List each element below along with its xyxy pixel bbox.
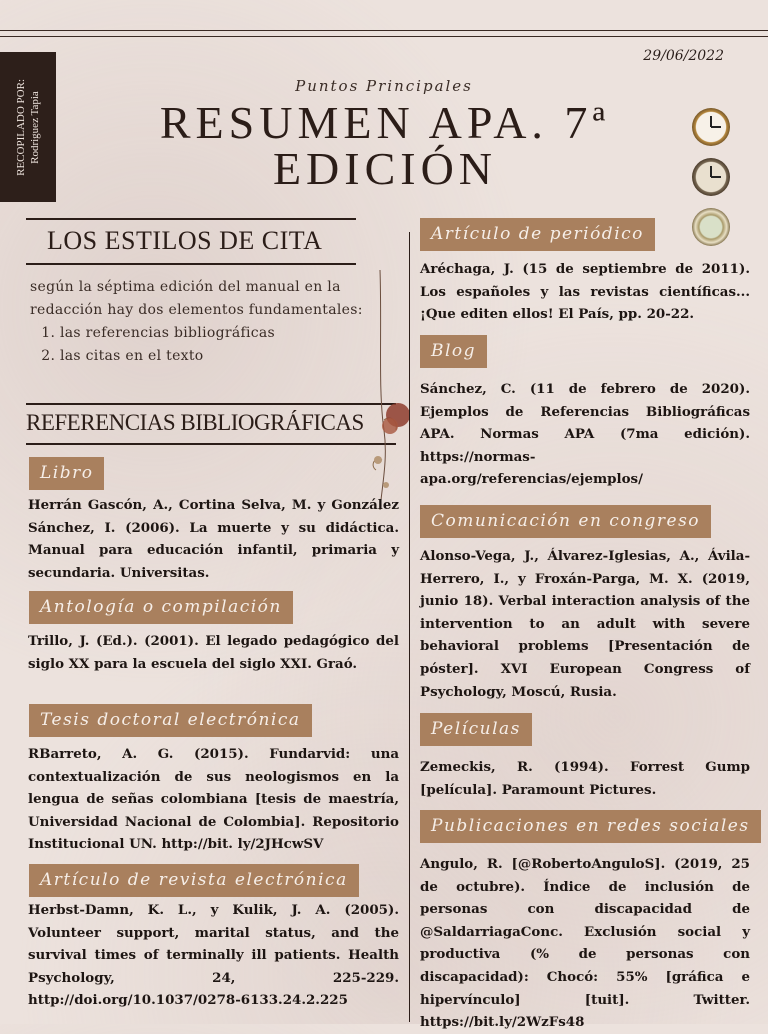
date: 29/06/2022 (643, 48, 724, 64)
clock-icon (692, 108, 730, 146)
compiled-by-tab (0, 52, 56, 202)
page-title (100, 97, 670, 194)
section-label-tesis: Tesis doctoral electrónica (29, 704, 312, 737)
section-label-antologia: Antología o compilación (29, 591, 293, 624)
title-line-1: RESUMEN APA. 7ª (159, 97, 611, 148)
intro-list-item: 2. las citas en el texto (60, 345, 390, 368)
section-label-congreso: Comunicación en congreso (420, 505, 711, 538)
intro-text (30, 276, 390, 368)
subtitle-text: Puntos Principales (295, 77, 473, 95)
reference-redes-sociales: Angulo, R. [@RobertoAnguloS]. (2019, 25 de octubre). Índice de inclusión de personas con discapacidad de @SaldarriagaConc. Exclusión social y productiva (% de personas con discapacidad): Chocó: 55% [gráfica e hipervínculo] [tuit]. Twitter. https://bit.ly/2WzFs48 (420, 856, 750, 1031)
intro-list-item: 1. las referencias bibliográficas (60, 322, 390, 345)
compiled-by-label: RECOPILADO POR: (15, 78, 27, 176)
reference-peliculas: Zemeckis, R. (1994). Forrest Gump [película]. Paramount Pictures. (420, 759, 750, 798)
reference-periodico: Aréchaga, J. (15 de septiembre de 2011). Los españoles y las revistas científicas... ¡Que editen ellos! El País, pp. 20-22. (420, 261, 750, 323)
section-label-redes-sociales: Publicaciones en redes sociales (420, 810, 761, 843)
column-divider (409, 232, 410, 1022)
reference-articulo-revista: Herbst-Damn, K. L., y Kulik, J. A. (2005). Volunteer support, marital status, and the survival times of terminally ill patients. Health Psychology, 24, 225-229. http://doi.org/10.1037/0278-6133.24.2.225 (28, 902, 399, 1009)
clock-icon (692, 208, 730, 246)
estilos-heading: LOS ESTILOS DE CITA (47, 226, 323, 255)
compiled-by-name: Rodriguez Tapia (29, 90, 41, 164)
reference-congreso: Alonso-Vega, J., Álvarez-Iglesias, A., Ávila-Herrero, I., y Froxán-Parga, M. X. (2019, junio 18). Verbal interaction analysis of the intervention to an adult with severe behavioral problems [Presentación de póster]. XVI European Congress of Psychology, Moscú, Rusia. (420, 548, 750, 700)
section-label-blog: Blog (420, 335, 487, 368)
top-rule-2 (0, 36, 768, 37)
section-label-periodico: Artículo de periódico (420, 218, 655, 251)
reference-libro: Herrán Gascón, A., Cortina Selva, M. y González Sánchez, I. (2006). La muerte y su didáctica. Manual para educación infantil, primaria y secundaria. Universitas. (28, 497, 399, 581)
refs-rule-top (26, 403, 396, 405)
title-line-2: EDICIÓN (272, 143, 498, 194)
section-label-peliculas: Películas (420, 713, 532, 746)
clock-icon (692, 158, 730, 196)
clocks-decoration (690, 108, 736, 258)
section-label-libro: Libro (29, 457, 104, 490)
refs-heading: REFERENCIAS BIBLIOGRÁFICAS (26, 410, 364, 435)
reference-tesis: RBarreto, A. G. (2015). Fundarvid: una contextualización de sus neologismos en la lengua de señas colombiana [tesis de maestría, Universidad Nacional de Colombia]. Repositorio Institucional UN. http://bit. ly/2JHcwSV (28, 746, 399, 853)
top-rule (0, 30, 768, 31)
estilos-rule-top (26, 218, 356, 220)
reference-blog: Sánchez, C. (11 de febrero de 2020). Ejemplos de Referencias Bibliográficas APA. Normas APA (7ma edición). https://normas-apa.org/referencias/ejemplos/ (420, 381, 750, 488)
reference-antologia: Trillo, J. (Ed.). (2001). El legado pedagógico del siglo XX para la escuela del siglo XXI. Graó. (28, 633, 399, 672)
estilos-rule-bottom (26, 263, 356, 265)
subtitle (0, 76, 768, 95)
dried-flower-icon (360, 270, 420, 510)
section-label-articulo-revista: Artículo de revista electrónica (29, 864, 359, 897)
refs-rule-bottom (26, 443, 396, 445)
intro-paragraph: según la séptima edición del manual en la redacción hay dos elementos fundamentales: (30, 279, 363, 318)
intro-list (30, 322, 390, 368)
